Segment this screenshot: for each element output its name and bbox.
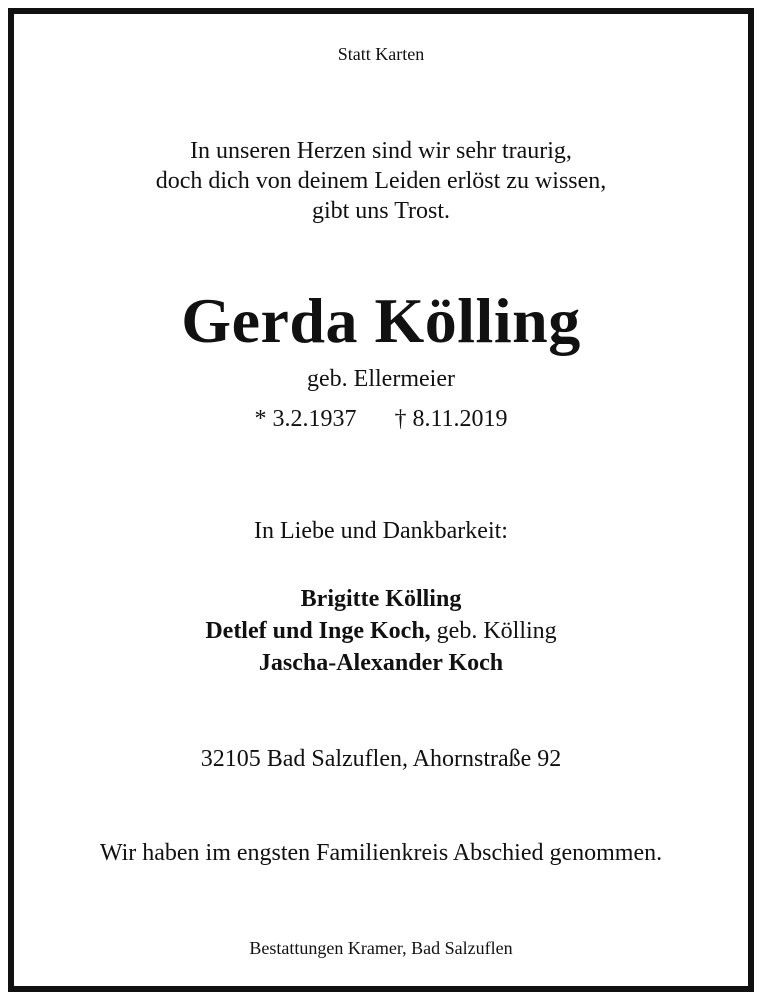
verse-line: doch dich von deinem Leiden erlöst zu wissen, (155, 168, 607, 194)
verse-line: gibt uns Trost. (311, 198, 451, 224)
farewell-note: Wir haben im engsten Familienkreis Abschied genommen. (99, 840, 663, 866)
header-text: Statt Karten (337, 44, 425, 64)
mourner-name: Jascha-Alexander Koch (258, 650, 504, 676)
mourner (0, 648, 762, 678)
intro-text: In Liebe und Dankbarkeit: (254, 518, 508, 544)
deceased-name: Gerda Kölling (181, 285, 581, 356)
maiden-name: geb. Ellermeier (307, 366, 455, 392)
birth-date: * 3.2.1937 (254, 406, 357, 432)
mourner (0, 616, 762, 646)
mourner-name: Brigitte Kölling (300, 586, 462, 612)
verse-line: In unseren Herzen sind wir sehr traurig, (190, 138, 572, 164)
mourner-suffix: geb. Kölling (430, 618, 557, 644)
mourner (0, 584, 762, 614)
life-dates (0, 404, 762, 434)
death-date: † 8.11.2019 (394, 406, 508, 432)
mourner-name: Detlef und Inge Koch, (205, 618, 431, 644)
address: 32105 Bad Salzuflen, Ahornstraße 92 (200, 746, 562, 772)
funeral-home: Bestattungen Kramer, Bad Salzuflen (249, 938, 513, 958)
